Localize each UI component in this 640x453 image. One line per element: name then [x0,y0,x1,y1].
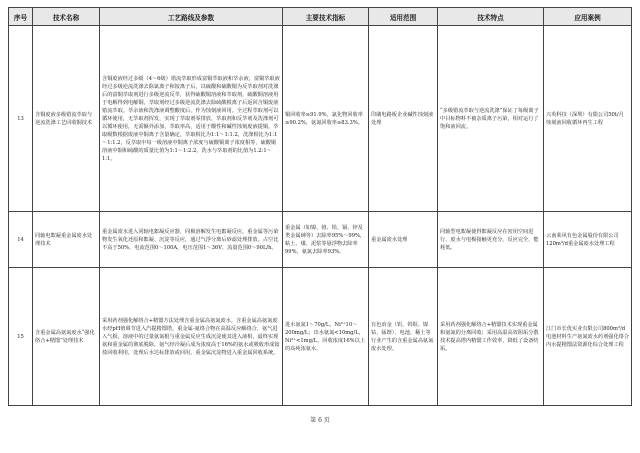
header-features: 技术特点 [438,8,544,26]
table-row [9,268,632,406]
cell-indicators: 重金属（如镍、铬、铅、镉、锌及类金属砷等）去除率95%～99%，粘土、煤、泥浆等悬浮物去除率99%，氨氮去除率93%。 [283,212,369,268]
cell-process: 采用药剂强化解络合+精馏方法处理含重金属高氨氮废水。含重金属高氨氮废水经pH值调节进入汽提精馏塔，重金属-氨络合物在高温反应解络合，氨气进入气相，溶液中的过量氨氮根与重金属反应生成沉淀使其进入液相，最终实现氨和重金属的彻底脱除。氨气经冷凝后成为浓度高于16%的氨水或吸收形成铵盐回收利用，处理后水达标排放或回用，重金属沉淀物进入重金属回收系统。 [100,268,283,406]
header-process: 工艺路线及参数 [100,8,283,26]
header-scope: 适用范围 [369,8,438,26]
header-no: 序号 [9,8,33,26]
cell-scope: 有色冶金（钒、钨钼、镍钴、锰锂）、电池、稀土等行业产生的含重金属高氨氮废水处理。 [369,268,438,406]
header-indicators: 主要技术指标 [283,8,369,26]
cell-no: 15 [9,268,33,406]
cell-features: 采用药剂强化解络合+精馏技术实现重金属和氨氮的分离回收；采用高温高效阻垢分散技术提高塔内精馏工作效率，降低了设备结垢。 [438,268,544,406]
cell-tech-name: 含铜废液多级错流萃取与逆流洗涤工艺回收铜技术 [33,26,100,212]
header-tech-name: 技术名称 [33,8,100,26]
table-row [9,26,632,212]
cell-process: 重金属废水进入同轴电絮凝反应器，同极溶解发生电絮凝反应，重金属等污染物发生氧化还原和絮凝、沉淀等反应，通过气浮分离后砂滤处理排放。占空比不高于50%，电流范围0～100A，电压范围1～36V，流量范围0～90L/h。 [100,212,283,268]
cell-no: 14 [9,212,33,268]
cell-scope: 印刷电路板企业碱性蚀刻液处理 [369,26,438,212]
header-cases: 应用案例 [544,8,632,26]
technology-table [8,7,632,406]
cell-tech-name: 含重金属高氨氮废水“强化络合+精馏”处理技术 [33,268,100,406]
cell-process: 含铜废液经过多级（4～6级）错流萃取形成富铜萃取液和萃余液，富铜萃取液经过多级逆流洗涤去除氯离子和铵离子后，以硫酸和硫酸铜为反萃取剂对洗涤后的富铜萃取剂进行多级逆流反萃，获得硫酸铜溶液和萃取剂，硫酸铜溶液用于电解得到电解铜，萃取剂经过多级逆流洗涤去除硫酸根离子后返回含铜废液错流萃取。萃余液和洗涤液调整酸度后，作为蚀刻液回用。全过程萃取剂可以循环使用，无萃取剂挥发，实现了萃取剂零排放，萃取剂和反萃剂及洗涤剂可以循环使用，无需额外添加，萃取率高，适用于酸性和碱性蚀刻废液提铜。萃取级数根据废液中铜离子含量确定，萃取相比为1:1～1:1.2，洗涤相比为1:1～1:1.2，反萃取中每一级溶液中铜离子浓度与硫酸铜离子浓度相等，硫酸铜溶液中铜和硫酸的质量比值为1:1～1:2.2，洗水与萃取剂的比值为1.2:1～1:1。 [100,26,283,212]
table-header-row [9,8,632,26]
cell-cases: 云南莱风有色金属股份有限公司120m³/d重金属废水处理工程 [544,212,632,268]
cell-features: “多级错流萃取与逆流洗涤”保证了每级离子中目标物料不被杂质离子污染，相对运行了饱和液回流。 [438,26,544,212]
cell-features: 同轴型电絮凝使得絮凝反应在密闭空间进行，废水与电极接触更充分，反应完全，能耗低。 [438,212,544,268]
cell-cases: 兴英科技（深圳）有限公司50t/月蚀刻液回收循环再生工程 [544,26,632,212]
cell-no: 13 [9,26,33,212]
cell-tech-name: 同轴电絮凝重金属废水处理技术 [33,212,100,268]
cell-indicators: 进水氨氮1～70g/L，Ni²⁺10～200mg/L；出水氨氮<10mg/L，Ni²⁺<1mg/L。回收浓度16%以上的高纯浓氨水。 [283,268,369,406]
cell-cases: 江门市长优实业有限公司800m³/d电池材料生产氨氮废水药剂强化络合内水提精馏法资源化综合处理工程 [544,268,632,406]
table-row [9,212,632,268]
page-footer: 第 6 页 [310,417,330,424]
technology-table-wrapper [8,7,631,406]
cell-indicators: 铜回收率≥91.9%，氯化物回收率≥90.2%，氨氮回收率≥83.3%。 [283,26,369,212]
cell-scope: 重金属废水处理 [369,212,438,268]
